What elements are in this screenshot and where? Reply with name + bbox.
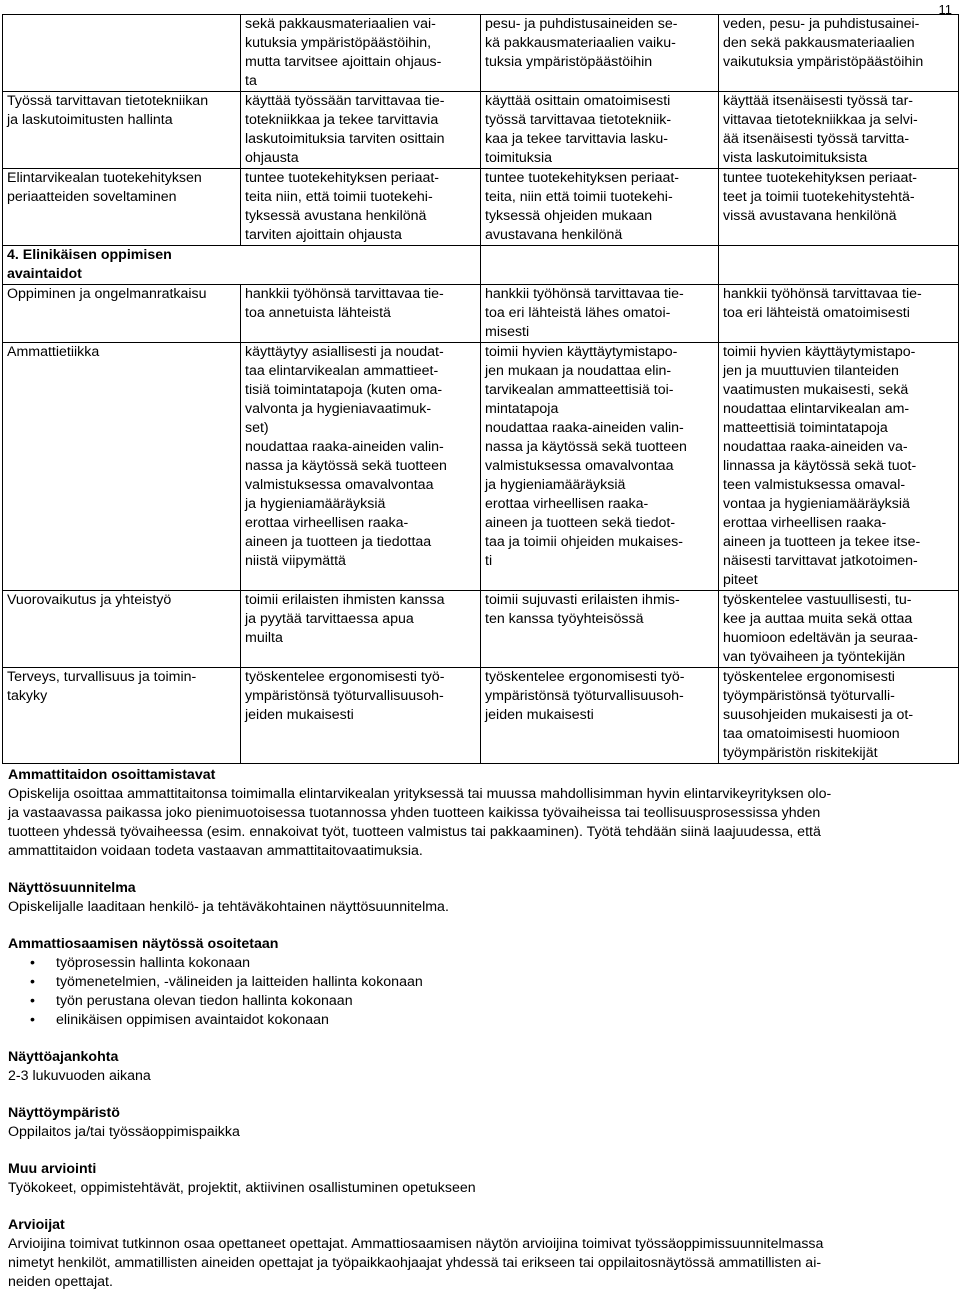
section-other-assessment (8, 1160, 952, 1198)
section-text: Opiskelijalle laaditaan henkilö- ja tehtäväkohtainen näyttösuunnitelma. (8, 899, 449, 915)
criterion-text: sekä pakkausmateriaalien vai- kutuksia ympäristöpäästöihin, mutta tarvitsee ajoittain ohjaus- ta (245, 16, 442, 89)
section-title: Näyttöajankohta (8, 1049, 119, 1065)
criterion-text: käyttäytyy asiallisesti ja noudat- taa elintarvikealan ammattieet- tisiä toimintatapoja (kuten oma- valvonta ja hygieniavaatimuk- set) (245, 344, 444, 436)
level-cell (719, 668, 959, 764)
level-cell (719, 92, 959, 169)
criterion-label-cell (3, 591, 241, 668)
criterion-label: Työssä tarvittavan tietotekniikan ja laskutoimitusten hallinta (7, 93, 209, 128)
level-cell (481, 343, 719, 591)
level-cell (241, 92, 481, 169)
criterion-text: erottaa virheellisen raaka- aineen ja tuotteen sekä tiedot- taa ja toimii ohjeiden mukaises- ti (485, 496, 683, 569)
criterion-label-cell (3, 285, 241, 343)
section-competence-shown (8, 935, 952, 1030)
criterion-text: toimii erilaisten ihmisten kanssa ja pyytää tarvittaessa apua muilta (245, 592, 445, 646)
section-text: Työkokeet, oppimistehtävät, projektit, aktiivinen osallistuminen opetukseen (8, 1180, 476, 1196)
criterion-text: tuntee tuotekehityksen periaat- teita, niin että toimii tuotekehi- tyksessä ohjeiden mukaan avustavana henkilönä (485, 170, 680, 243)
level-cell (481, 668, 719, 764)
section-assessors (8, 1216, 952, 1292)
level-cell (481, 15, 719, 92)
criterion-text: toimii sujuvasti erilaisten ihmis- ten kanssa työyhteisössä (485, 592, 680, 627)
criterion-label: Ammattietiikka (7, 344, 100, 360)
criterion-label-cell (3, 343, 241, 591)
table-row (3, 169, 959, 246)
criterion-text: veden, pesu- ja puhdistusainei- den sekä pakkausmateriaalien vaikutuksia ympäristöpäästöihin (723, 16, 924, 70)
criterion-text: hankkii työhönsä tarvittavaa tie- toa eri lähteistä lähes omatoi- misesti (485, 286, 684, 340)
criterion-text: toimii hyvien käyttäytymistapo- jen ja muuttuvien tilanteiden vaatimusten mukaisesti, sekä noudattaa elintarvikealan am- matteettisiä toimintatapoja (723, 344, 916, 436)
section-title: Muu arviointi (8, 1161, 97, 1177)
section-text: Arvioijina toimivat tutkinnon osaa opettaneet opettajat. Ammattiosaamisen näytön arvioijina toimivat työssäoppimissuunnitelmassa nimetyt henkilöt, ammatillisten aineiden opettajat ja työpaikkaohjaajat yhdessä tai erikseen tai oppilaitosnäytössä ammatillisten ai- neiden opettajat. (8, 1236, 824, 1290)
criterion-label-cell (3, 668, 241, 764)
table-row (3, 668, 959, 764)
criterion-label-cell (3, 92, 241, 169)
criterion-text: tuntee tuotekehityksen periaat- teet ja toimii tuotekehitystehtä- vissä avustavana henkilönä (723, 170, 918, 224)
competence-list (8, 954, 952, 1030)
level-cell (719, 246, 959, 285)
list-item: • työmenetelmien, -välineiden ja laitteiden hallinta kokonaan (56, 973, 952, 992)
section-title: Näyttöympäristö (8, 1105, 120, 1121)
criterion-text: erottaa virheellisen raaka- aineen ja tuotteen ja tiedottaa niistä viipymättä (245, 515, 432, 569)
table-row (3, 92, 959, 169)
section-demonstration-methods (8, 766, 952, 861)
section-title: Arvioijat (8, 1217, 65, 1233)
section-demonstration-plan (8, 879, 952, 917)
level-cell (719, 343, 959, 591)
criterion-text: työskentelee vastuullisesti, tu- kee ja auttaa muita sekä ottaa huomioon edeltävän ja seuraa- van työvaiheen ja työntekijän (723, 592, 918, 665)
list-item: • elinikäisen oppimisen avaintaidot kokonaan (56, 1011, 952, 1030)
criterion-text: hankkii työhönsä tarvittavaa tie- toa eri lähteistä omatoimisesti (723, 286, 922, 321)
level-cell (481, 169, 719, 246)
table-row (3, 343, 959, 591)
criterion-label: Oppiminen ja ongelmanratkaisu (7, 286, 207, 302)
level-cell (241, 285, 481, 343)
criterion-text: työskentelee ergonomisesti työ- ympäristönsä työturvallisuusoh- jeiden mukaisesti (485, 669, 685, 723)
section-demonstration-environment (8, 1104, 952, 1142)
level-cell (241, 343, 481, 591)
criterion-text: käyttää itsenäisesti työssä tar- vittavaa tietotekniikkaa ja selvi- ää itsenäisesti työssä tarvitta- vista laskutoimituksista (723, 93, 918, 166)
criterion-text: työskentelee ergonomisesti työympäristönsä työturvalli- suusohjeiden mukaisesti ja ot- taa omatoimisesti huomioon työympäristön riskitekijät (723, 669, 914, 761)
document-body (8, 766, 952, 1310)
list-item: • työn perustana olevan tiedon hallinta kokonaan (56, 992, 952, 1011)
criterion-label: Vuorovaikutus ja yhteistyö (7, 592, 172, 608)
section-title: Ammattitaidon osoittamistavat (8, 767, 216, 783)
criterion-label: Elintarvikealan tuotekehityksen periaatteiden soveltaminen (7, 170, 202, 205)
level-cell (241, 246, 481, 285)
criterion-label: Terveys, turvallisuus ja toimin- takyky (7, 669, 197, 704)
level-cell (481, 92, 719, 169)
table-row (3, 15, 959, 92)
section-demonstration-timing (8, 1048, 952, 1086)
section-text: Opiskelija osoittaa ammattitaitonsa toimimalla elintarvikealan yrityksessä tai muussa mahdollisimman hyvin elintarvikeyrityksen olo- ja vastaavassa paikassa joko pienimuotoisessa tuotannossa yhden tuotteen kaikissa työvaiheissa tai teollisuusprosessissa yhden tuotteen yhdessä työvaiheessa (esim. ennakoivat työt, tuotteen valmistus tai pakkaaminen). Työtä tehdään siinä laajuudessa, että ammattitaidon voidaan todeta vastaavan ammattitaitovaatimuksia. (8, 786, 832, 859)
table-row (3, 246, 959, 285)
assessment-criteria-table (2, 14, 959, 764)
criterion-text: erottaa virheellisen raaka- aineen ja tuotteen ja tekee itse- näisesti tarvittavat jatkotoimen- piteet (723, 515, 921, 588)
section-text: 2-3 lukuvuoden aikana (8, 1068, 151, 1084)
criterion-label-cell (3, 15, 241, 92)
table-row (3, 591, 959, 668)
criterion-text: käyttää osittain omatoimisesti työssä tarvittavaa tietotekniik- kaa ja tekee tarvittavia lasku- toimituksia (485, 93, 672, 166)
criterion-text: työskentelee ergonomisesti työ- ympäristönsä työturvallisuusoh- jeiden mukaisesti (245, 669, 445, 723)
level-cell (481, 591, 719, 668)
section-text: Oppilaitos ja/tai työssäoppimispaikka (8, 1124, 240, 1140)
level-cell (481, 246, 719, 285)
criterion-text: pesu- ja puhdistusaineiden se- kä pakkausmateriaalien vaiku- tuksia ympäristöpäästöihin (485, 16, 678, 70)
criterion-text: noudattaa raaka-aineiden va- linnassa ja käytössä sekä tuot- teen valmistuksessa omaval- vontaa ja hygieniamääräyksiä (723, 439, 917, 512)
level-cell (241, 169, 481, 246)
page-number: 11 (938, 2, 952, 17)
level-cell (719, 285, 959, 343)
level-cell (719, 15, 959, 92)
criterion-text: toimii hyvien käyttäytymistapo- jen mukaan ja noudattaa elin- tarvikealan ammatteettisiä toi- mintatapoja (485, 344, 678, 417)
section-title: Ammattiosaamisen näytössä osoitetaan (8, 936, 279, 952)
level-cell (241, 15, 481, 92)
criterion-text: tuntee tuotekehityksen periaat- teita niin, että toimii tuotekehi- tyksessä avustana henkilönä tarviten ajoittain ohjausta (245, 170, 440, 243)
section-header: 4. Elinikäisen oppimisen avaintaidot (7, 247, 172, 282)
level-cell (719, 169, 959, 246)
criterion-text: hankkii työhönsä tarvittavaa tie- toa annetuista lähteistä (245, 286, 444, 321)
criterion-label-cell (3, 169, 241, 246)
criterion-text: käyttää työssään tarvittavaa tie- totekniikkaa ja tekee tarvittavia laskutoimituksia tarviten osittain ohjausta (245, 93, 445, 166)
criterion-label-cell (3, 246, 241, 285)
table-row (3, 285, 959, 343)
criterion-text: noudattaa raaka-aineiden valin- nassa ja käytössä sekä tuotteen valmistuksessa omavalvontaa ja hygieniamääräyksiä (245, 439, 447, 512)
level-cell (241, 591, 481, 668)
level-cell (481, 285, 719, 343)
criterion-text: noudattaa raaka-aineiden valin- nassa ja käytössä sekä tuotteen valmistuksessa omavalvontaa ja hygieniamääräyksiä (485, 420, 687, 493)
level-cell (241, 668, 481, 764)
section-title: Näyttösuunnitelma (8, 880, 136, 896)
level-cell (719, 591, 959, 668)
list-item: • työprosessin hallinta kokonaan (56, 954, 952, 973)
